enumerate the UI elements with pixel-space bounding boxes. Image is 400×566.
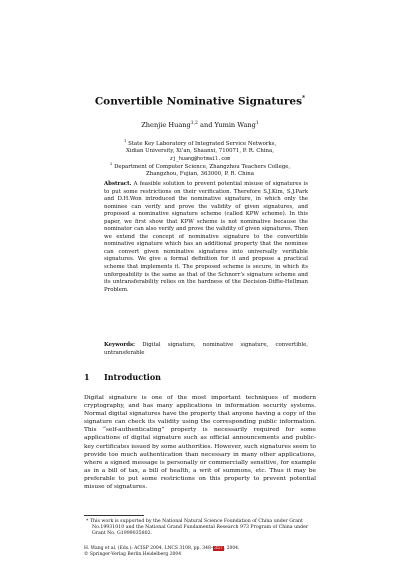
author-email: zj_huang@hotmail.com <box>169 155 231 162</box>
keywords-text: Digital signature, nominative signature, convertible, untransferable <box>104 342 308 356</box>
footnote-rule <box>84 515 144 516</box>
introduction-paragraph: Digital signature is one of the most important techniques of modern cryptography, and has many applications in information security systems. Normal digital signatures have the property that anyone having a copy of the signature can check its validity using the corresponding public information. This “self-authenticating” property is necessarily required for some applications of digital signature such as official announcements and public-key certificates issued by some authorities. However, such signatures seem to provide too much authentication than necessary in many other applications, where a signed message is personally or commercially sensitive, for example as in a bill of tax, a bill of health, a writ of summons, etc. Thus it may be preferable to put some restrictions on this property to prevent potential misuse of signatures. <box>84 395 316 491</box>
abstract-text: A feasible solution to prevent potential misuse of signatures is to put some restrictions on their verification. Therefore S.J.Kim, S.J.Park and D.H.Won introduced the nominative signature, in which only the nominee can verify and prove the validity of given signatures, and proposed a nominative signature scheme (called KPW scheme). In this paper, we first show that KPW scheme is not nominative because the nominator can also verify and prove the validity of given signatures. Then we extend the concept of nominative signature to the convertible nominative signature which has an additional property that the nominee can convert given nominative signatures into universally verifiable signatures. We give a formal definition for it and propose a practical scheme that implements it. The proposed scheme is secure, in which its unforgeability is the same as that of the Schnorr’s signature scheme and its untransferability relies on the hardness of the Decision-Diffie-Hellman Problem. <box>104 181 308 293</box>
affiliation-2-line-2: Zhangzhou, Fujian, 363000, P. R. China <box>146 171 254 178</box>
keywords <box>104 342 308 357</box>
section-number: 1 <box>84 372 90 382</box>
author-line <box>0 121 400 129</box>
affiliation-2 <box>0 160 400 179</box>
paper-title <box>0 95 400 108</box>
affiliation-1-number: 1 <box>123 138 127 143</box>
title-footnote-mark: * <box>302 95 306 102</box>
author-conjunction: and <box>200 121 213 130</box>
affiliation-2-line-1: Department of Computer Science, Zhangzhou Teachers College, <box>114 163 291 170</box>
author-2-affil: 1 <box>255 121 259 126</box>
abstract <box>104 181 308 294</box>
affiliation-2-number: 2 <box>109 161 113 166</box>
title-text: Convertible Nominative Signatures <box>94 95 303 108</box>
footnote-mark: * <box>86 519 89 524</box>
author-1-affil: 1,2 <box>190 121 198 126</box>
publisher-info <box>84 546 316 558</box>
affiliation-1-line-2: Xidian University, Xi’an, Shaanxi, 710071, P. R. China, <box>126 148 274 155</box>
copyright-line: © Springer-Verlag Berlin Heidelberg 2004 <box>84 552 182 557</box>
citation-year: , 2004. <box>223 546 240 551</box>
section-title: Introduction <box>104 372 161 382</box>
page-end-highlight: 357 <box>214 546 223 551</box>
keywords-label: Keywords: <box>104 342 135 348</box>
affiliation-1-line-1: State Key Laboratory of Integrated Service Networks, <box>128 140 277 147</box>
author-2: Yumin Wang <box>214 121 256 130</box>
author-1: Zhenjie Huang <box>141 121 191 130</box>
citation-text: H. Wang et al. (Eds.): ACISP 2004, LNCS 3108, pp. 348– <box>84 546 214 551</box>
abstract-label: Abstract. <box>104 181 132 187</box>
footnote <box>84 519 316 538</box>
footnote-text: This work is supported by the National Natural Science Foundation of China under Grant No.19931010 and the National Grand Fundamental Research 973 Program of China under Grant No. G1999035802. <box>89 519 309 537</box>
